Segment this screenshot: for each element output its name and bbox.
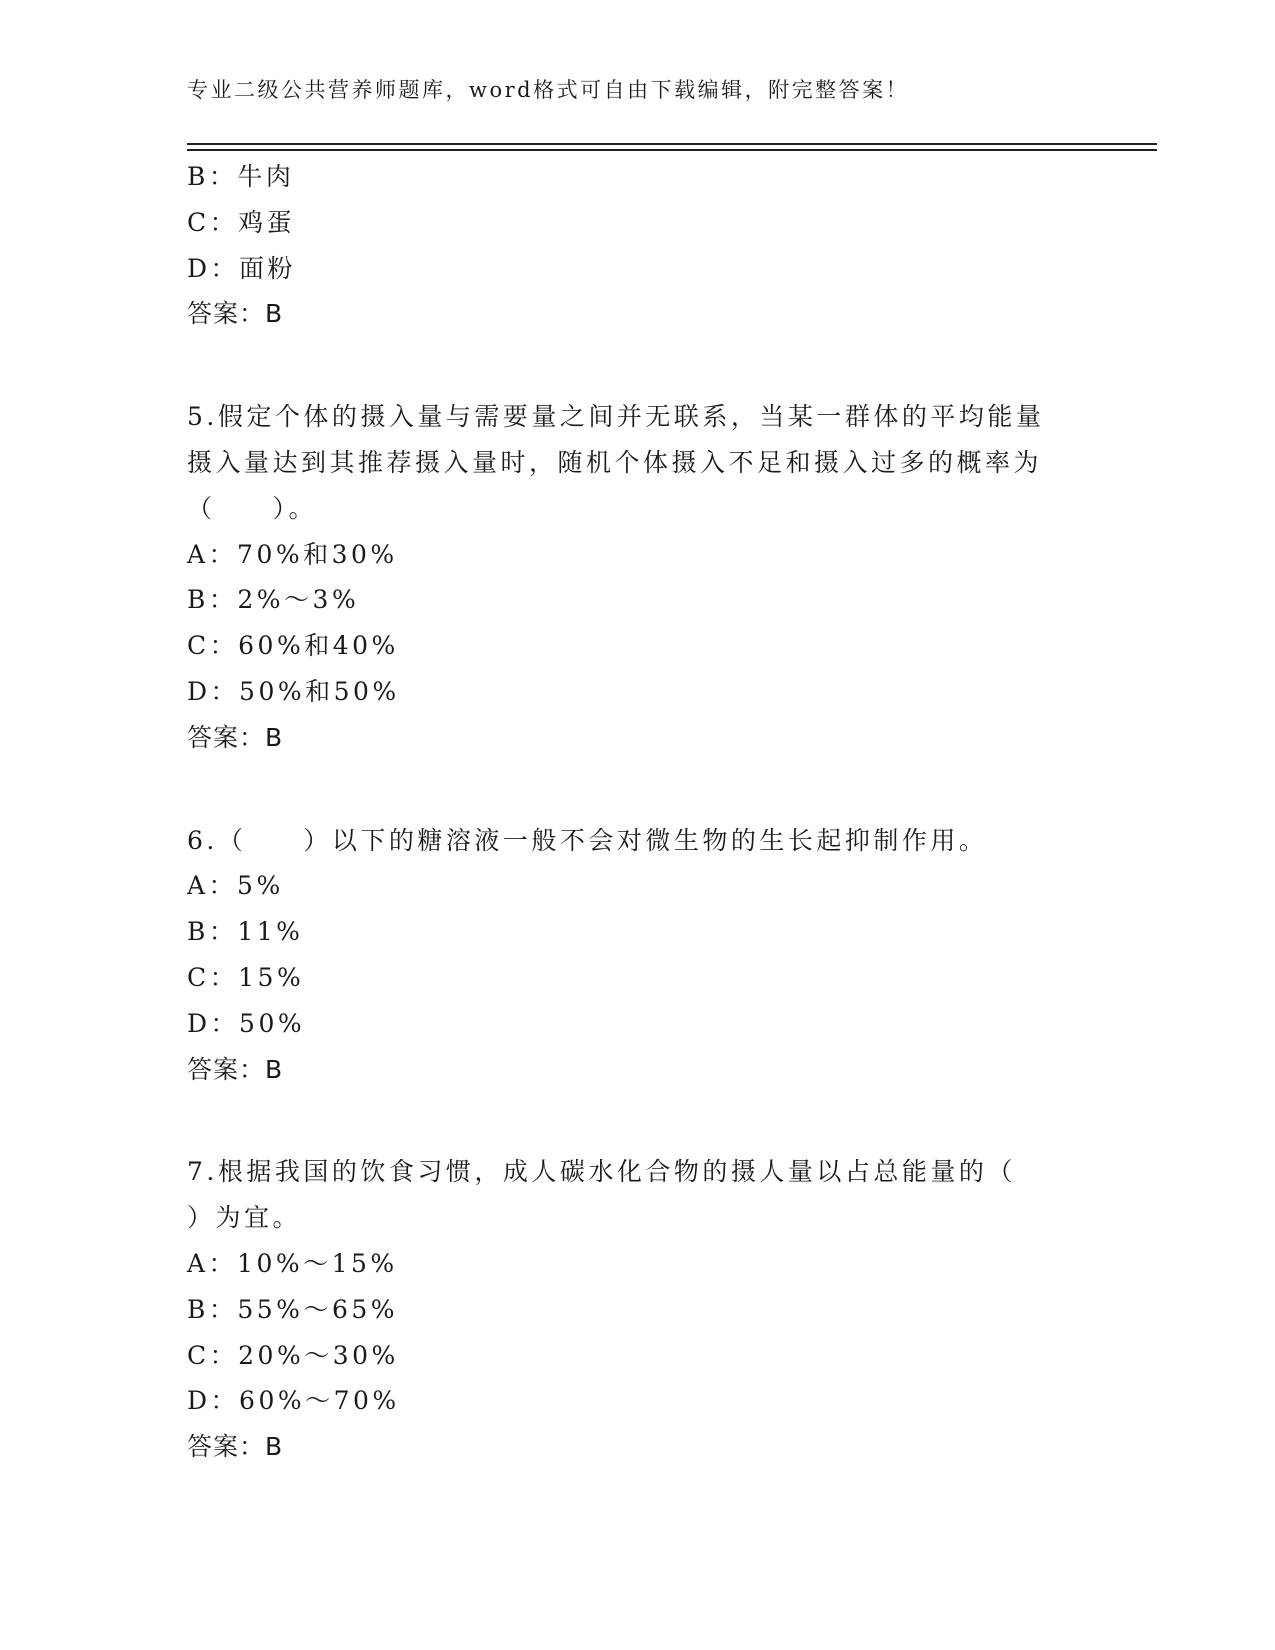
option-d: D：50%和50% — [187, 676, 400, 706]
question-stem: （ ）。 — [187, 493, 318, 523]
question-stem: ）为宜。 — [187, 1203, 302, 1233]
header-rule-bottom — [187, 149, 1157, 151]
spacer — [187, 1092, 1087, 1149]
option-d: D：面粉 — [187, 253, 297, 283]
question-6 — [187, 818, 1087, 1093]
spacer — [187, 761, 1087, 818]
question-7 — [187, 1149, 1087, 1470]
question-stem: 6.（ ）以下的糖溶液一般不会对微生物的生长起抑制作用。 — [187, 825, 988, 855]
option-c: C：60%和40% — [187, 631, 399, 661]
answer-line: 答案：B — [187, 299, 284, 329]
header-rule-top — [187, 143, 1157, 145]
option-a: A：10%～15% — [187, 1248, 398, 1278]
answer-line: 答案：B — [187, 1432, 284, 1462]
answer-line: 答案：B — [187, 722, 284, 752]
option-c: C：15% — [187, 962, 305, 992]
option-b: B：11% — [187, 917, 304, 947]
option-a: A：70%和30% — [187, 539, 398, 569]
option-b: B：2%～3% — [187, 585, 360, 615]
question-stem: 摄入量达到其推荐摄入量时，随机个体摄入不足和摄入过多的概率为 — [187, 447, 1043, 477]
option-c: C：20%～30% — [187, 1340, 399, 1370]
option-a: A：5% — [187, 871, 284, 901]
option-d: D：60%～70% — [187, 1386, 400, 1416]
spacer — [187, 337, 1087, 394]
question-list — [187, 154, 1087, 1470]
question-stem: 7.根据我国的饮食习惯，成人碳水化合物的摄人量以占总能量的（ — [187, 1157, 1016, 1187]
option-c: C：鸡蛋 — [187, 207, 296, 237]
question-stem: 5.假定个体的摄入量与需要量之间并无联系，当某一群体的平均能量 — [187, 402, 1045, 432]
question-5 — [187, 394, 1087, 760]
option-b: B：55%～65% — [187, 1294, 399, 1324]
question-4-tail — [187, 154, 1087, 337]
option-d: D：50% — [187, 1008, 306, 1038]
page-header: 专业二级公共营养师题库，word格式可自由下载编辑，附完整答案！ — [187, 78, 910, 102]
answer-line: 答案：B — [187, 1054, 284, 1084]
option-b: B：牛肉 — [187, 162, 295, 191]
